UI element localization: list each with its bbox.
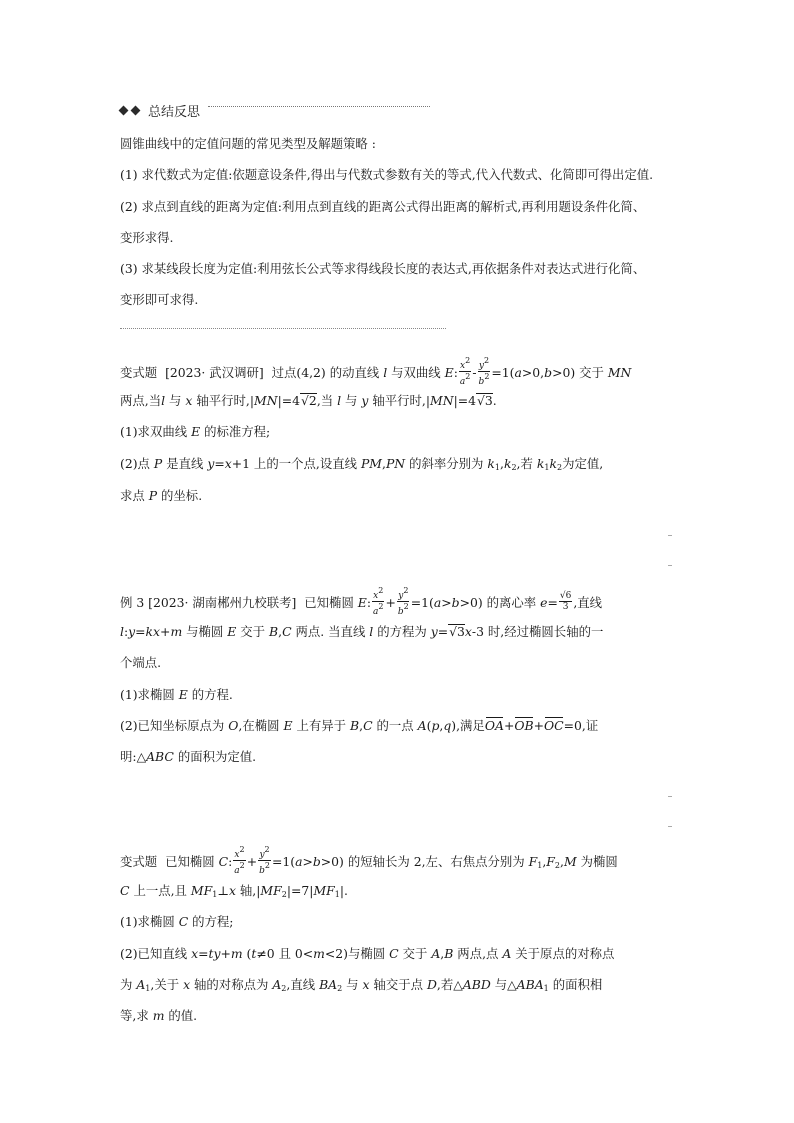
example3-line1: 例 3 [2023· 湖南郴州九校联考] 已知椭圆 E: $\frac{x2}{a2}$ + $\frac{y2}{b2}$ =1(a>b>0) 的离心率 e= $\frac{√6}{3}$ ,直线	[120, 586, 603, 617]
summary-item-3-cont: 变形即可求得.	[120, 292, 199, 307]
variant-label: 变式题	[120, 365, 158, 380]
margin-mark	[668, 565, 672, 566]
variant1-question2-cont: 求点 P 的坐标.	[120, 488, 203, 503]
variant2-question2-cont1: 为 $A_1$,关于 x 轴的对称点为 $A_2$,直线 $BA_2$ 与 x 轴交于点 D,若△ABD 与$\triangle ABA_1$ 的面积相	[120, 977, 603, 993]
summary-item-2: (2) 求点到直线的距离为定值:利用点到直线的距离公式得出距离的解析式,再利用题设条件化简、	[120, 199, 646, 214]
variant1-question1: (1)求双曲线 E 的标准方程;	[120, 424, 271, 439]
summary-item-1: (1) 求代数式为定值:依题意设条件,得出与代数式参数有关的等式,代入代数式、化简即可得出定值.	[120, 167, 654, 182]
summary-title: 总结反思	[148, 104, 201, 120]
section-divider	[120, 328, 446, 329]
margin-mark	[668, 535, 672, 536]
example-label: 例 3	[120, 595, 145, 610]
diamond-icon	[131, 105, 141, 115]
margin-mark	[668, 826, 672, 827]
example3-question1: (1)求椭圆 E 的方程.	[120, 687, 233, 702]
dotted-rule	[208, 106, 430, 107]
example3-question2-cont: 明:△ABC 的面积为定值.	[120, 749, 257, 764]
variant2-line2: C 上一点,且 $MF_1\perp x$ 轴$,|MF_2|=7|MF_1|$.	[120, 883, 348, 899]
example3-line2: l:y=kx+m 与椭圆 E 交于 B,C 两点. 当直线 l 的方程为 y=√3x-3 时,经过椭圆长轴的一	[120, 624, 604, 639]
example3-line3: 个端点.	[120, 655, 162, 670]
variant-label: 变式题	[120, 854, 158, 869]
summary-intro: 圆锥曲线中的定值问题的常见类型及解题策略 :	[120, 136, 376, 151]
margin-mark	[668, 796, 672, 797]
variant1-question2: (2)点 P 是直线 y=x+1 上的一个点,设直线 PM,PN 的斜率分别为 $k_1,k_2$,若 $k_1k_2$为定值,	[120, 456, 604, 472]
problem-source: [2023· 武汉调研]	[165, 365, 264, 380]
example3-question2: (2)已知坐标原点为 O,在椭圆 E 上有异于 B,C 的一点 A(p,q),满足OA+OB+OC=0,证	[120, 716, 598, 736]
summary-item-2-cont: 变形求得.	[120, 230, 174, 245]
diamond-icon	[119, 105, 129, 115]
problem-source: [2023· 湖南郴州九校联考]	[148, 595, 297, 610]
variant2-question1: (1)求椭圆 C 的方程;	[120, 914, 234, 929]
variant2-question2-cont2: 等,求 m 的值.	[120, 1008, 198, 1023]
summary-item-3: (3) 求某线段长度为定值:利用弦长公式等求得线段长度的表达式,再依据条件对表达式进行化简、	[120, 261, 646, 276]
variant1-line2: 两点,当l 与 x 轴平行时,|MN|=4√2,当 l 与 y 轴平行时,|MN|=4√3.	[120, 393, 497, 408]
variant2-question2: (2)已知直线 x=ty+m (t≠0 且 0<m<2)与椭圆 C 交于 A,B 两点,点 A 关于原点的对称点	[120, 946, 615, 961]
variant1-line1: 变式题 [2023· 武汉调研] 过点(4,2) 的动直线 l 与双曲线 E: $\frac{x2}{a2}$ - $\frac{y2}{b2}$ =1(a>0,b>0) 交于 MN	[120, 356, 632, 387]
summary-header	[120, 100, 430, 120]
variant2-line1: 变式题 已知椭圆 C: $\frac{x2}{a2}$ + $\frac{y2}{b2}$ =1(a>b>0) 的短轴长为 2,左、右焦点分别为 $F_1,F_2,M$ 为椭圆	[120, 845, 618, 876]
